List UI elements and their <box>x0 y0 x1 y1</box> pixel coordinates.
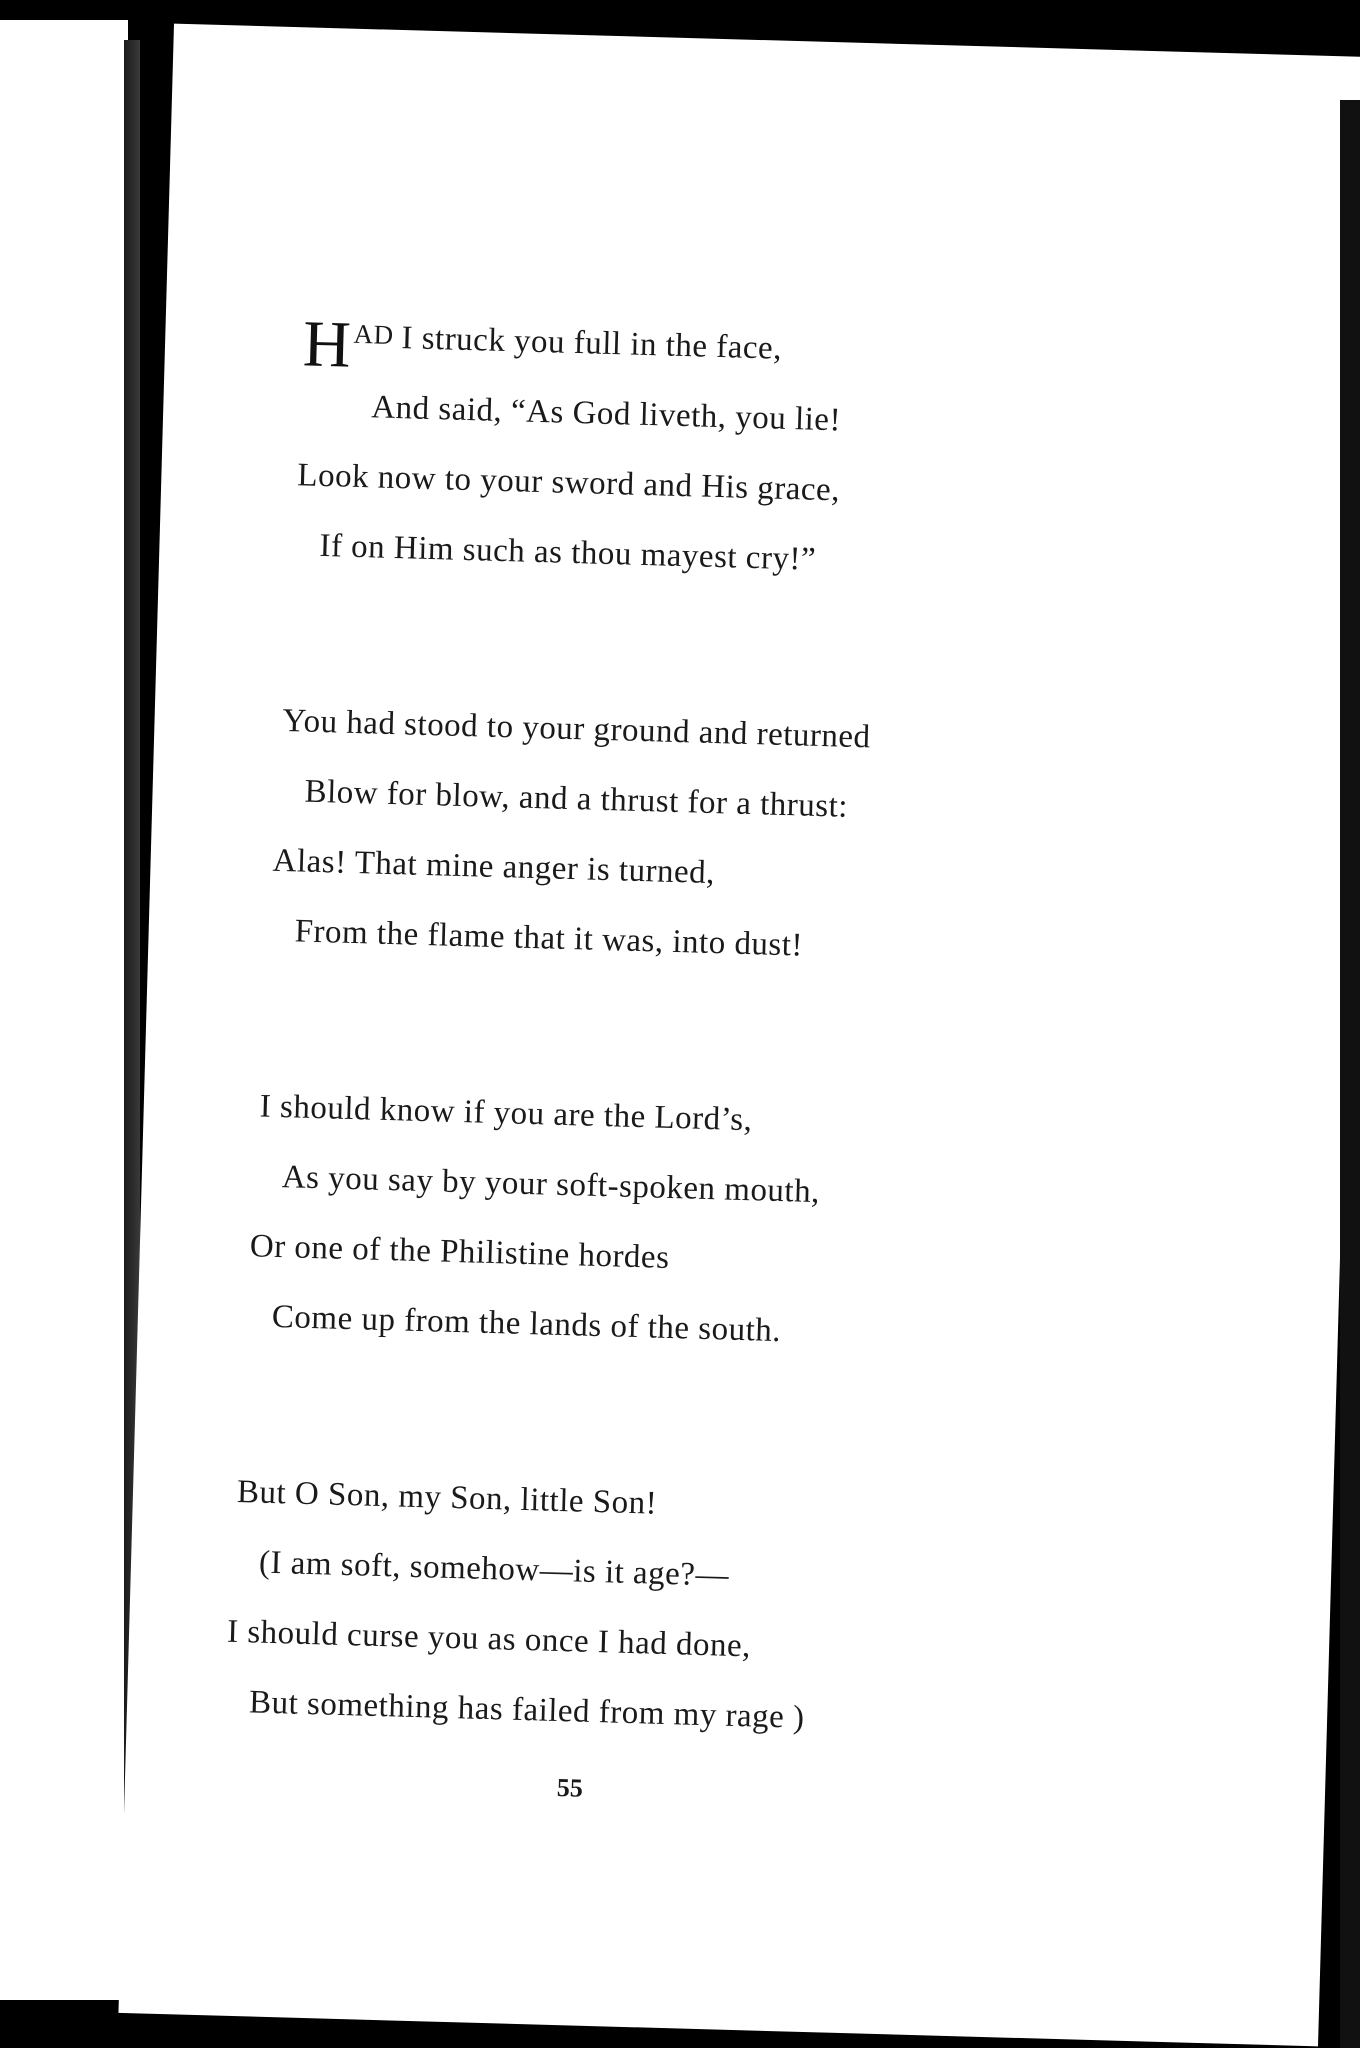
left-page-edge <box>0 20 128 2000</box>
stanza-1-line-2: And said, “As God liveth, you lie! <box>370 389 842 439</box>
stanza-2-line-1: You had stood to your ground and returned <box>282 702 872 756</box>
stanza-1-line-1 <box>302 307 783 384</box>
line-text: I struck you full in the face, <box>400 320 783 367</box>
book-page <box>118 24 1360 2047</box>
small-caps-opening: AD <box>353 318 395 350</box>
stanza-4-line-3: I should curse you as once I had done, <box>226 1613 752 1665</box>
stanza-3-line-1: I should know if you are the Lord’s, <box>259 1088 753 1139</box>
stanza-4-line-1: But O Son, my Son, little Son! <box>236 1473 658 1522</box>
stanza-4-line-4: But something has failed from my rage ) <box>248 1684 806 1736</box>
stanza-2-line-4: From the flame that it was, into dust! <box>294 913 804 964</box>
stanza-1-line-3: Look now to your sword and His grace, <box>296 457 841 509</box>
stanza-1-line-4: If on Him such as thou mayest cry!” <box>318 527 817 578</box>
stanza-3-line-4: Come up from the lands of the south. <box>271 1298 782 1350</box>
stanza-3-line-3: Or one of the Philistine hordes <box>249 1228 670 1276</box>
stanza-2-line-3: Alas! That mine anger is turned, <box>272 842 716 892</box>
drop-cap: H <box>302 307 353 382</box>
page-number: 55 <box>556 1773 584 1803</box>
right-page-edge <box>1340 100 1360 2048</box>
stanza-4-line-2: (I am soft, somehow—is it age?— <box>258 1544 730 1594</box>
stanza-3-line-2: As you say by your soft-spoken mouth, <box>281 1159 821 1211</box>
stanza-2-line-2: Blow for blow, and a thrust for a thrust: <box>304 773 849 825</box>
